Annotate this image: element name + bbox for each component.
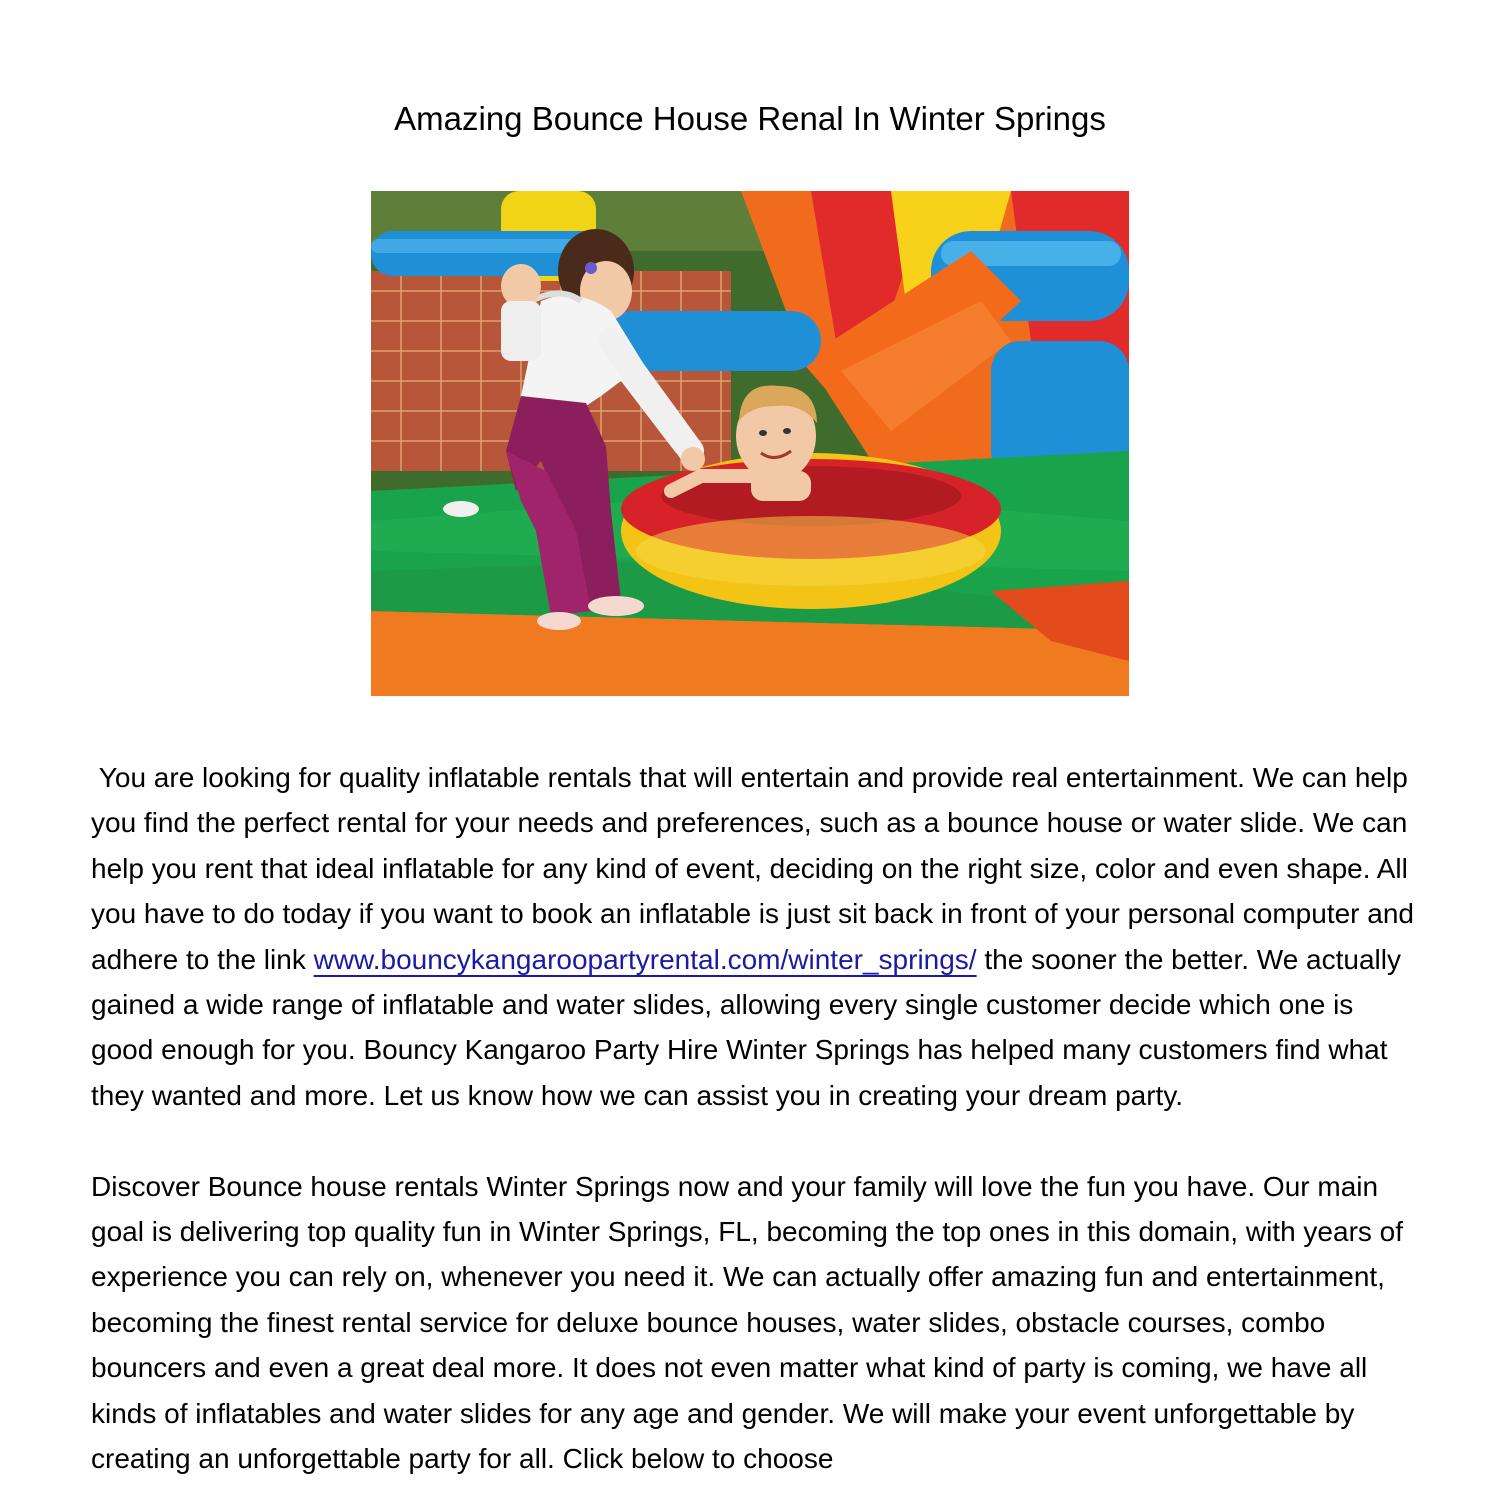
paragraph-intro-continued: the sooner the better. We actually gained a wide range of inflatable and water slides, allowing every single customer decide which one is good enough for you. Bouncy Kangaroo Party Hire Winter Springs has helped many customers find what they wanted and more. Let us know how we can assist you in creating your dream party.: [91, 943, 1409, 1111]
page-title: Amazing Bounce House Renal In Winter Springs: [394, 100, 1106, 137]
rental-link[interactable]: www.bouncykangaroopartyrental.com/winter_springs/: [313, 943, 977, 975]
bounce-house-photo: [371, 191, 1129, 696]
paragraph-intro: [91, 755, 1421, 1118]
paragraph-intro-text: You are looking for quality inflatable rentals that will entertain and provide real entertainment. We can help you find the perfect rental for your needs and preferences, such as a bounce house or water slide. We can help you rent that ideal inflatable for any kind of event, deciding on the right size, color and even shape. All you have to do today if you want to book an inflatable is just sit back in front of your personal computer and adhere to the link: [91, 762, 1422, 975]
paragraph-discover: Discover Bounce house rentals Winter Springs now and your family will love the fun you have. Our main goal is delivering top quality fun in Winter Springs, FL, becoming the top ones in this domain, with years of experience you can rely on, whenever you need it. We can actually offer amazing fun and entertainment, becoming the finest rental service for deluxe bounce houses, water slides, obstacle courses, combo bouncers and even a great deal more. It does not even matter what kind of party is coming, we have all kinds of inflatables and water slides for any age and gender. We will make your event unforgettable by creating an unforgettable party for all. Click below to choose: [91, 1170, 1404, 1475]
article-body: [91, 755, 1421, 1500]
